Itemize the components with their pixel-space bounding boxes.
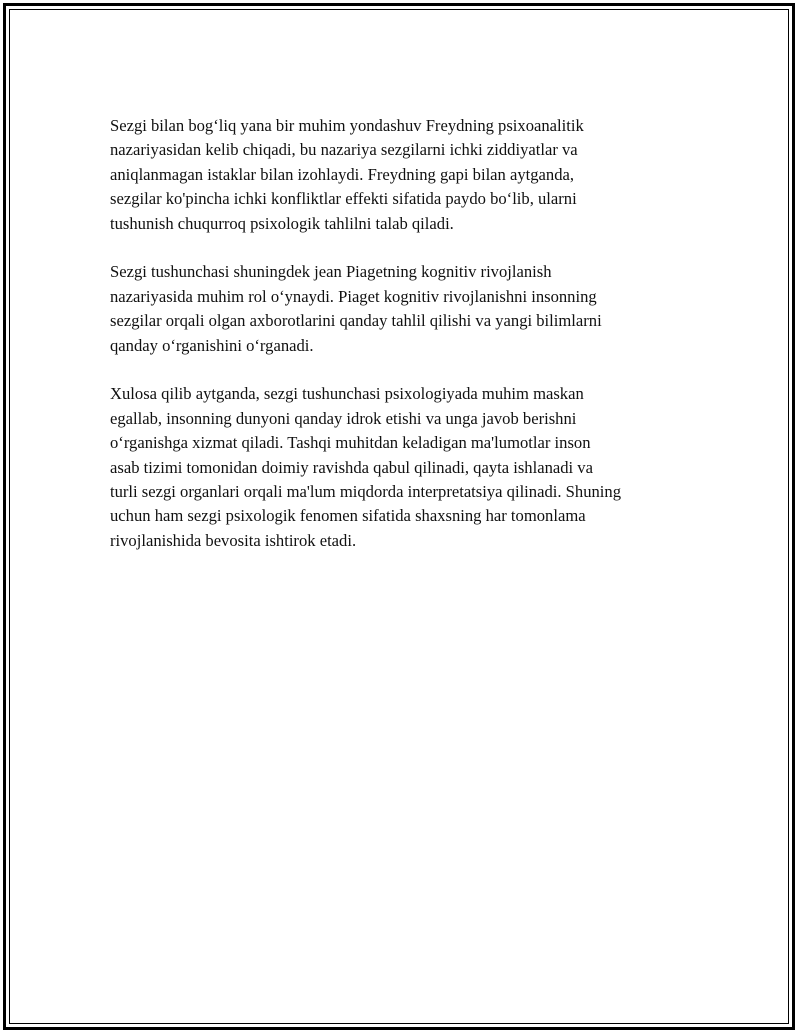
paragraph-freud: Sezgi bilan bogʻliq yana bir muhim yondashuv Freydning psixoanalitik nazariyasidan kelib chiqadi, bu nazariya sezgilarni ichki ziddiyatlar va aniqlanmagan istaklar bilan izohlaydi. Freydning gapi bilan aytganda, sezgilar ko'pincha ichki konfliktlar effekti sifatida paydo boʻlib, ularni tushunish chuqurroq psixologik tahlilni talab qiladi. xyxy=(110,116,584,233)
paragraph-piaget: Sezgi tushunchasi shuningdek jean Piagetning kognitiv rivojlanish nazariyasida muhim rol oʻynaydi. Piaget kognitiv rivojlanishni insonning sezgilar orqali olgan axborotlarini qanday tahlil qilishi va yangi bilimlarni qanday oʻrganishini oʻrganadi. xyxy=(110,262,602,355)
paragraph-conclusion: Xulosa qilib aytganda, sezgi tushunchasi psixologiyada muhim maskan egallab, insonning dunyoni qanday idrok etishi va unga javob berishni oʻrganishga xizmat qiladi. Tashqi muhitdan keladigan ma'lumotlar inson asab tizimi tomonidan doimiy ravishda qabul qilinadi, qayta ishlanadi va turli sezgi organlari orqali ma'lum miqdorda interpretatsiya qilinadi. Shuning uchun ham sezgi psixologik fenomen sifatida shaxsning har tomonlama rivojlanishida bevosita ishtirok etadi. xyxy=(110,384,621,550)
document-body xyxy=(110,114,690,578)
